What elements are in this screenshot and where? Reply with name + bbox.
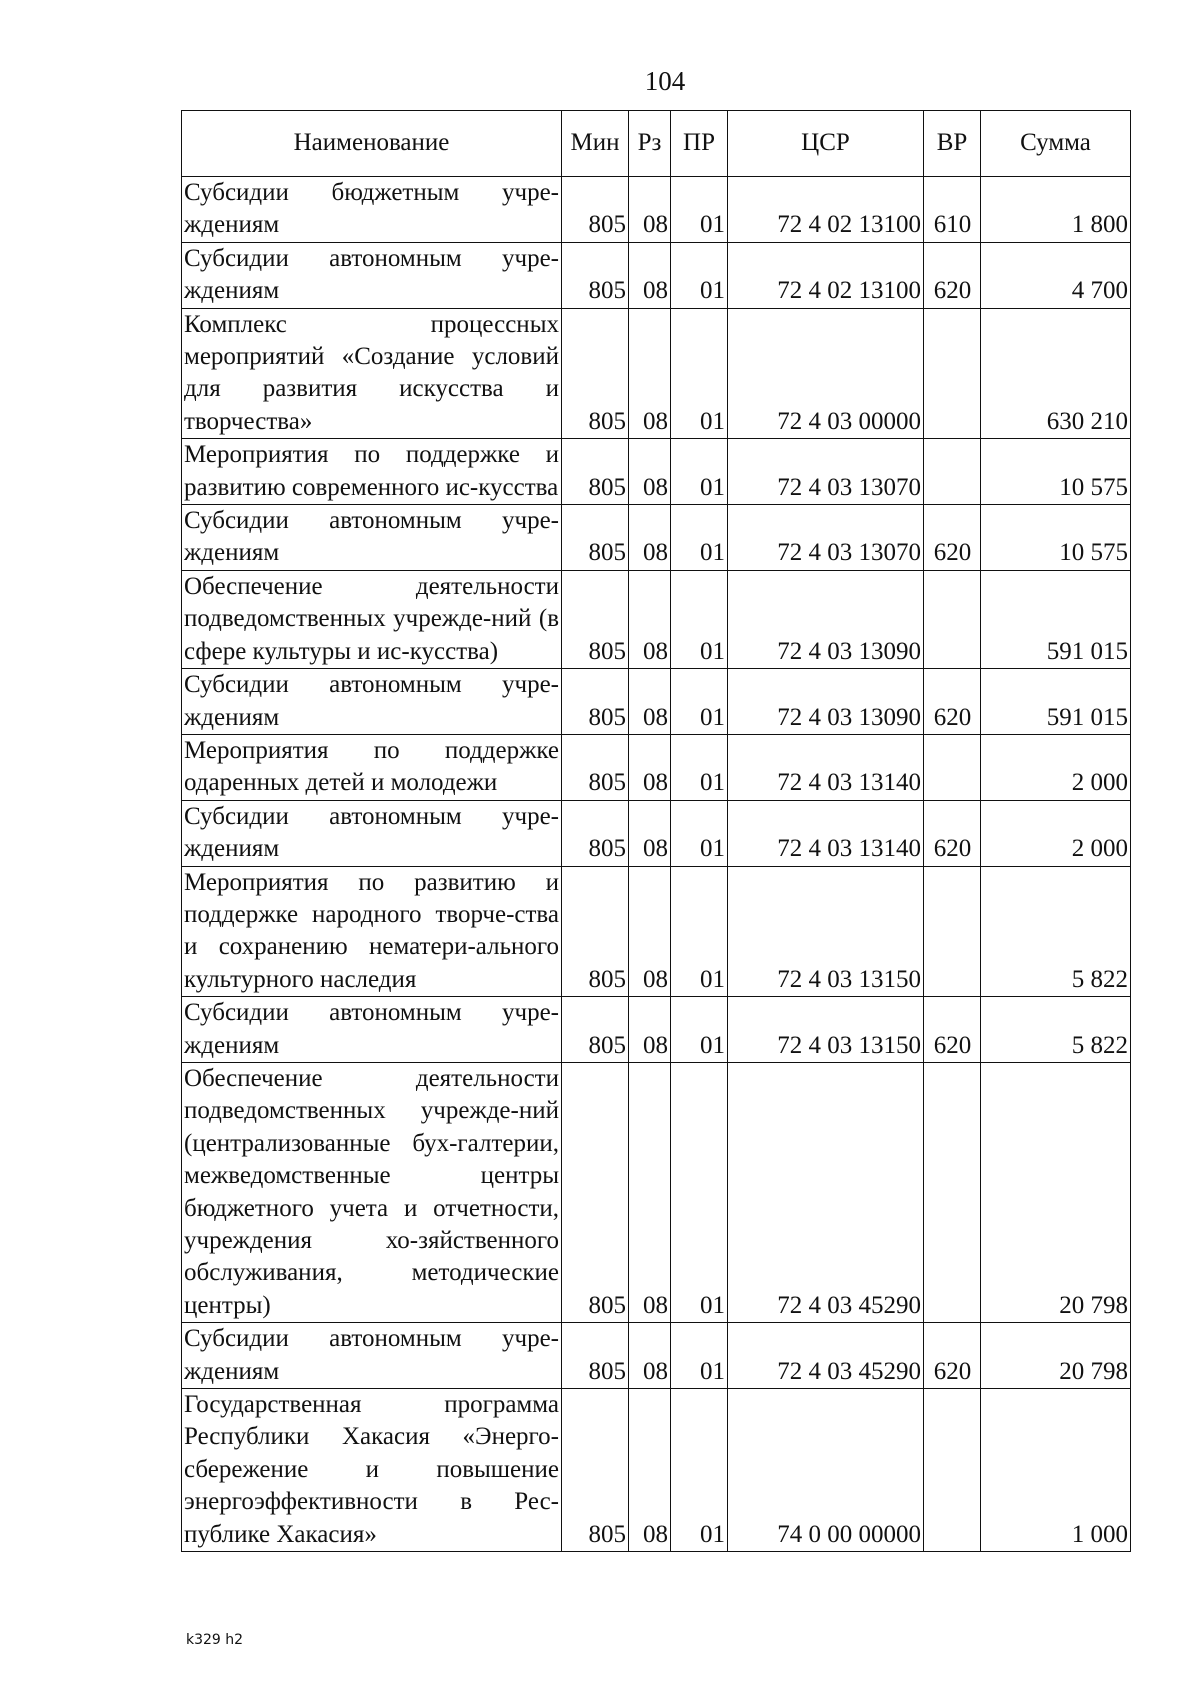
cell-min: 805 (562, 570, 629, 668)
cell-vr: 620 (924, 1323, 981, 1389)
cell-pr: 01 (671, 734, 728, 800)
cell-pr: 01 (671, 866, 728, 997)
cell-csr: 72 4 03 00000 (728, 308, 924, 439)
cell-sum: 5 822 (981, 997, 1131, 1063)
cell-csr: 72 4 03 45290 (728, 1323, 924, 1389)
budget-table (181, 110, 1131, 1552)
cell-min: 805 (562, 177, 629, 243)
cell-vr (924, 439, 981, 505)
table-row (182, 997, 1131, 1063)
cell-vr: 620 (924, 505, 981, 571)
cell-min: 805 (562, 505, 629, 571)
cell-vr: 620 (924, 669, 981, 735)
cell-csr: 72 4 03 13150 (728, 866, 924, 997)
cell-csr: 72 4 03 13140 (728, 734, 924, 800)
cell-sum: 591 015 (981, 570, 1131, 668)
cell-name: Обеспечение деятельности подведомственных учрежде-ний (в сфере культуры и ис-кусства) (182, 570, 562, 668)
cell-rz: 08 (629, 734, 671, 800)
cell-name: Субсидии автономным учре-ждениям (182, 242, 562, 308)
cell-name: Субсидии автономным учре-ждениям (182, 997, 562, 1063)
cell-csr: 72 4 02 13100 (728, 242, 924, 308)
cell-rz: 08 (629, 505, 671, 571)
cell-pr: 01 (671, 1062, 728, 1322)
cell-rz: 08 (629, 997, 671, 1063)
cell-pr: 01 (671, 1389, 728, 1552)
cell-pr: 01 (671, 800, 728, 866)
cell-name: Государственная программа Республики Хакасия «Энерго-сбережение и повышение энергоэффективности в Рес-публике Хакасия» (182, 1389, 562, 1552)
cell-vr: 620 (924, 800, 981, 866)
column-header-vr: ВР (924, 111, 981, 177)
cell-sum: 1 000 (981, 1389, 1131, 1552)
cell-rz: 08 (629, 177, 671, 243)
cell-name: Мероприятия по поддержке одаренных детей и молодежи (182, 734, 562, 800)
table-row (182, 734, 1131, 800)
cell-min: 805 (562, 997, 629, 1063)
cell-csr: 72 4 03 13140 (728, 800, 924, 866)
cell-min: 805 (562, 1062, 629, 1322)
cell-sum: 10 575 (981, 505, 1131, 571)
cell-rz: 08 (629, 866, 671, 997)
cell-csr: 72 4 03 13090 (728, 669, 924, 735)
cell-name: Субсидии автономным учре-ждениям (182, 800, 562, 866)
column-header-min: Мин (562, 111, 629, 177)
cell-name: Субсидии автономным учре-ждениям (182, 505, 562, 571)
table-row (182, 1062, 1131, 1322)
cell-pr: 01 (671, 439, 728, 505)
footer-code: k329 h2 (186, 1632, 244, 1648)
table-body (182, 177, 1131, 1552)
table-row (182, 308, 1131, 439)
cell-name: Мероприятия по поддержке и развитию современного ис-кусства (182, 439, 562, 505)
cell-min: 805 (562, 669, 629, 735)
cell-min: 805 (562, 800, 629, 866)
cell-min: 805 (562, 734, 629, 800)
table-row (182, 505, 1131, 571)
table-row (182, 439, 1131, 505)
cell-rz: 08 (629, 308, 671, 439)
cell-name: Мероприятия по развитию и поддержке народного творче-ства и сохранению нематери-ального культурного наследия (182, 866, 562, 997)
cell-pr: 01 (671, 997, 728, 1063)
table-header-row (182, 111, 1131, 177)
cell-rz: 08 (629, 669, 671, 735)
cell-rz: 08 (629, 1389, 671, 1552)
cell-vr (924, 308, 981, 439)
cell-name: Обеспечение деятельности подведомственных учрежде-ний (централизованные бух-галтерии, межведомственные центры бюджетного учета и отчетности, учреждения хо-зяйственного обслуживания, методические центры) (182, 1062, 562, 1322)
table-row (182, 800, 1131, 866)
cell-vr (924, 866, 981, 997)
table-row (182, 570, 1131, 668)
column-header-sum: Сумма (981, 111, 1131, 177)
cell-sum: 1 800 (981, 177, 1131, 243)
cell-vr (924, 1389, 981, 1552)
cell-vr: 620 (924, 997, 981, 1063)
cell-csr: 72 4 03 45290 (728, 1062, 924, 1322)
table-row (182, 242, 1131, 308)
column-header-rz: Рз (629, 111, 671, 177)
cell-sum: 4 700 (981, 242, 1131, 308)
cell-sum: 2 000 (981, 800, 1131, 866)
cell-pr: 01 (671, 177, 728, 243)
table-row (182, 177, 1131, 243)
cell-pr: 01 (671, 505, 728, 571)
cell-csr: 72 4 03 13070 (728, 439, 924, 505)
cell-sum: 2 000 (981, 734, 1131, 800)
column-header-name: Наименование (182, 111, 562, 177)
cell-vr: 610 (924, 177, 981, 243)
cell-vr: 620 (924, 242, 981, 308)
cell-csr: 72 4 03 13070 (728, 505, 924, 571)
cell-name: Комплекс процессных мероприятий «Создание условий для развития искусства и творчества» (182, 308, 562, 439)
cell-csr: 72 4 03 13090 (728, 570, 924, 668)
cell-sum: 591 015 (981, 669, 1131, 735)
cell-min: 805 (562, 439, 629, 505)
page-number: 104 (644, 66, 686, 96)
cell-rz: 08 (629, 1323, 671, 1389)
cell-min: 805 (562, 866, 629, 997)
table-row (182, 1323, 1131, 1389)
cell-sum: 5 822 (981, 866, 1131, 997)
cell-pr: 01 (671, 308, 728, 439)
cell-sum: 20 798 (981, 1062, 1131, 1322)
cell-min: 805 (562, 1323, 629, 1389)
cell-vr (924, 570, 981, 668)
table-row (182, 1389, 1131, 1552)
cell-rz: 08 (629, 800, 671, 866)
cell-csr: 74 0 00 00000 (728, 1389, 924, 1552)
cell-csr: 72 4 02 13100 (728, 177, 924, 243)
cell-pr: 01 (671, 242, 728, 308)
cell-sum: 20 798 (981, 1323, 1131, 1389)
cell-rz: 08 (629, 439, 671, 505)
cell-csr: 72 4 03 13150 (728, 997, 924, 1063)
cell-rz: 08 (629, 1062, 671, 1322)
table-row (182, 669, 1131, 735)
cell-rz: 08 (629, 242, 671, 308)
cell-pr: 01 (671, 1323, 728, 1389)
cell-min: 805 (562, 1389, 629, 1552)
column-header-pr: ПР (671, 111, 728, 177)
cell-min: 805 (562, 308, 629, 439)
cell-sum: 630 210 (981, 308, 1131, 439)
cell-name: Субсидии автономным учре-ждениям (182, 1323, 562, 1389)
cell-sum: 10 575 (981, 439, 1131, 505)
cell-name: Субсидии автономным учре-ждениям (182, 669, 562, 735)
cell-pr: 01 (671, 570, 728, 668)
cell-vr (924, 734, 981, 800)
cell-vr (924, 1062, 981, 1322)
cell-rz: 08 (629, 570, 671, 668)
cell-min: 805 (562, 242, 629, 308)
table-row (182, 866, 1131, 997)
cell-name: Субсидии бюджетным учре-ждениям (182, 177, 562, 243)
cell-pr: 01 (671, 669, 728, 735)
column-header-csr: ЦСР (728, 111, 924, 177)
